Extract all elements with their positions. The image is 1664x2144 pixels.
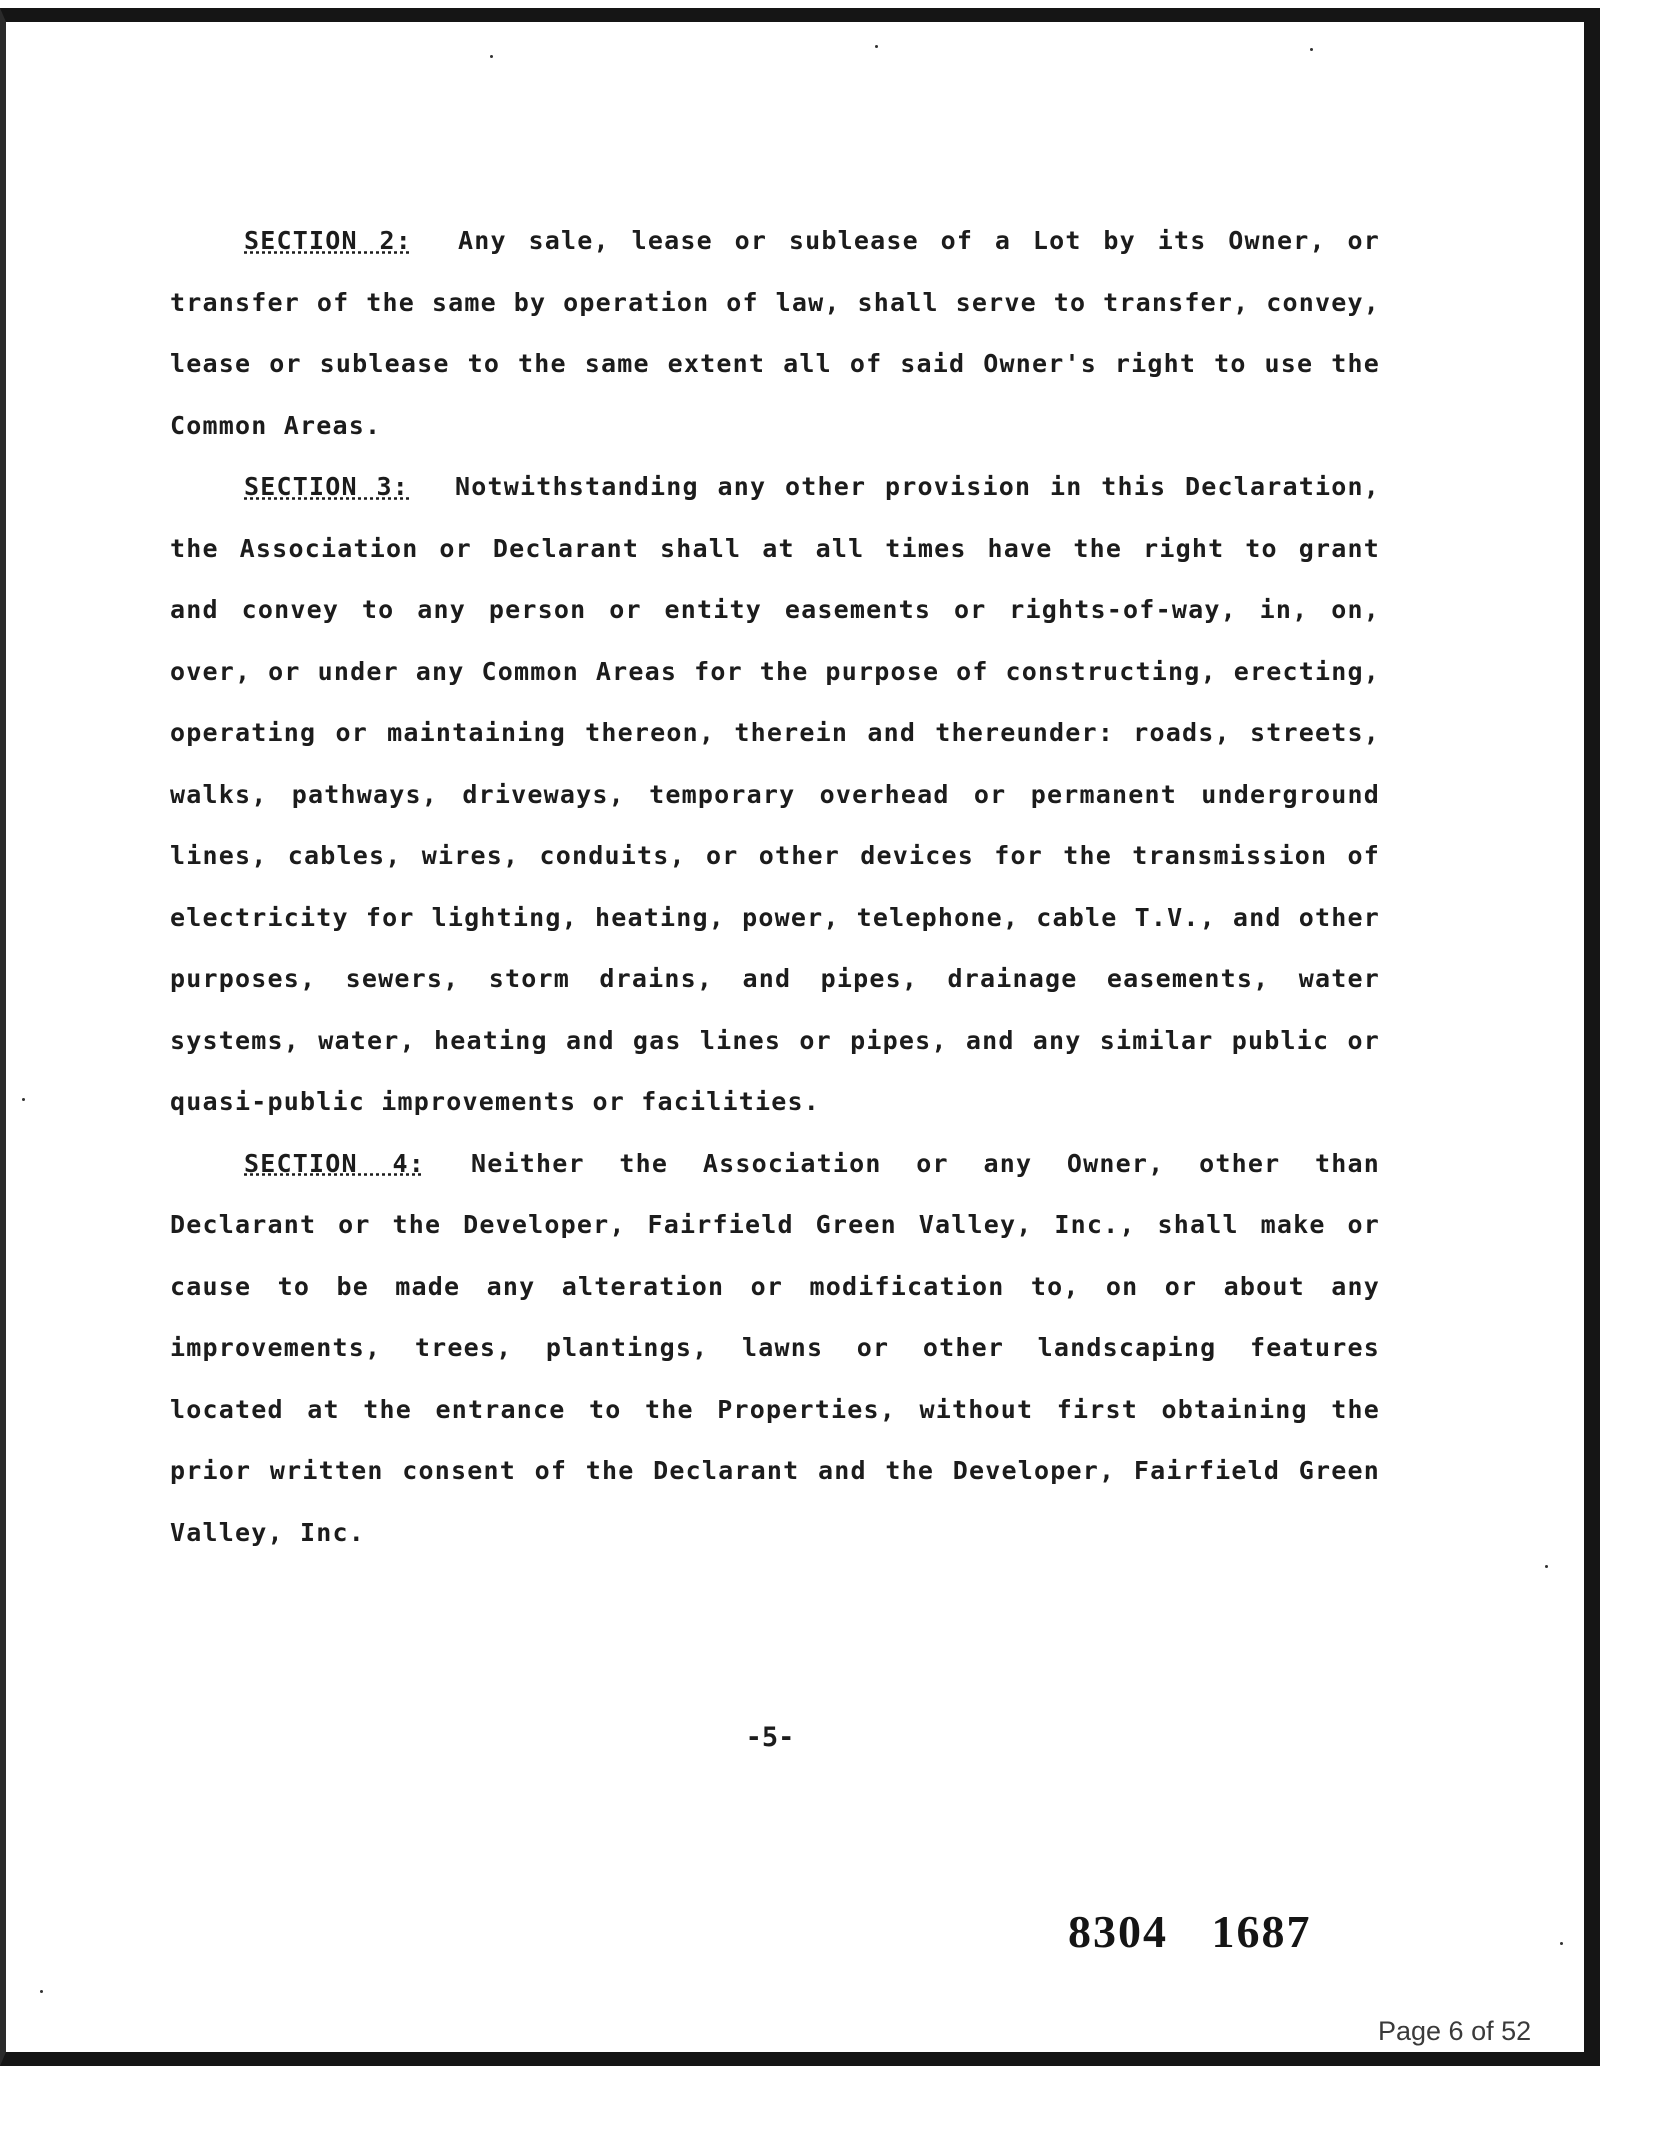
section-2-label: SECTION 2: <box>244 226 413 255</box>
scan-speck <box>1310 48 1313 51</box>
section-4-label: SECTION 4: <box>244 1148 425 1178</box>
book-page-reference: 8304 1687 <box>1068 1906 1312 1957</box>
section-3-text: Notwithstanding any other provision in this Declaration, the Association or Declarant shall at all times have the right to grant and convey to any person or entity easements or rights-of-way, in, on, over, or under any Common Areas for the purpose of constructing, erecting, operating or maintaining thereon, therein and thereunder: roads, streets, walks, pathways, driveways, temporary overhead or permanent underground lines, cables, wires, conduits, or other devices for the transmission of electricity for lighting, heating, power, telephone, cable T.V., and other purposes, sewers, storm drains, and pipes, drainage easements, water systems, water, heating and gas lines or pipes, and any similar public or quasi-public improvements or facilities. <box>170 472 1380 1116</box>
document-body <box>170 210 1380 1563</box>
scan-speck <box>22 1098 25 1101</box>
section-2-text: Any sale, lease or sublease of a Lot by its Owner, or transfer of the same by operation of law, shall serve to transfer, convey, lease or sublease to the same extent all of said Owner's right to use the Common Areas. <box>170 226 1380 440</box>
page-counter: Page 6 of 52 <box>1378 2016 1532 2046</box>
page-number: -5- <box>745 1722 795 1753</box>
section-4-text: Neither the Association or any Owner, other than Declarant or the Developer, Fairfield Green Valley, Inc., shall make or cause to be made any alteration or modification to, on or about any improvements, trees, plantings, lawns or other landscaping features located at the entrance to the Properties, without first obtaining the prior written consent of the Declarant and the Developer, Fairfield Green Valley, Inc. <box>170 1148 1381 1547</box>
scan-speck <box>1560 1942 1563 1945</box>
section-2-paragraph <box>170 210 1380 456</box>
scan-speck <box>40 1990 43 1993</box>
section-3-label: SECTION 3: <box>244 472 409 501</box>
scan-speck <box>1545 1565 1548 1568</box>
scan-speck <box>490 55 493 58</box>
scan-speck <box>875 45 878 48</box>
section-4-paragraph <box>170 1133 1380 1564</box>
section-3-paragraph <box>170 456 1380 1133</box>
